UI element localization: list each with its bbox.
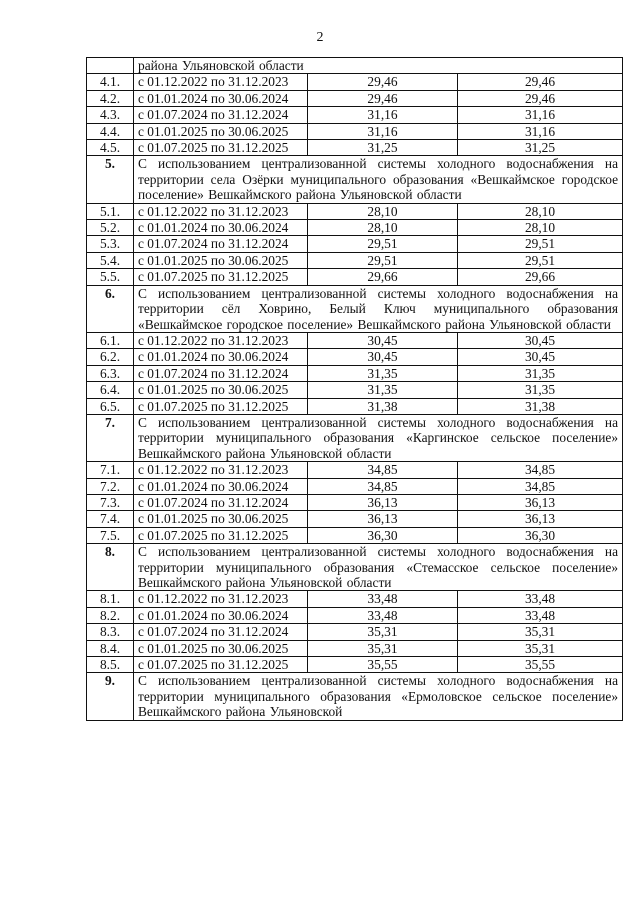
- row-number: 6.3.: [87, 365, 134, 381]
- row-number: 8.5.: [87, 657, 134, 673]
- tariff-value-cell: 29,51: [308, 236, 458, 252]
- section-number: 9.: [87, 673, 134, 720]
- tariff-value-vat-cell: 28,10: [458, 203, 623, 219]
- table-row: [87, 236, 623, 252]
- tariff-value-cell: 31,35: [308, 365, 458, 381]
- table-row: [87, 591, 623, 607]
- tariff-value-cell: 35,31: [308, 624, 458, 640]
- row-number: 8.1.: [87, 591, 134, 607]
- table-row: [87, 90, 623, 106]
- period-cell: с 01.12.2022 по 31.12.2023: [134, 203, 308, 219]
- tariff-value-vat-cell: 36,13: [458, 511, 623, 527]
- section-description: С использованием централизованной системы холодного водоснабжения на территории муниципального образования «Стемасское сельское поселение» Вешкаймского района Ульяновской области: [134, 544, 623, 591]
- row-number: 4.5.: [87, 140, 134, 156]
- section-description: С использованием централизованной системы холодного водоснабжения на территории села Озёрки муниципального образования «Вешкаймское городское поселение» Вешкаймского района Ульяновской области: [134, 156, 623, 203]
- row-number: 4.2.: [87, 90, 134, 106]
- table-row: [87, 478, 623, 494]
- period-cell: с 01.01.2024 по 30.06.2024: [134, 220, 308, 236]
- table-row: [87, 624, 623, 640]
- table-row: [87, 657, 623, 673]
- tariff-value-vat-cell: 31,35: [458, 382, 623, 398]
- period-cell: с 01.01.2025 по 30.06.2025: [134, 252, 308, 268]
- period-cell: с 01.01.2024 по 30.06.2024: [134, 90, 308, 106]
- section-header-row: [87, 673, 623, 720]
- row-number: 5.1.: [87, 203, 134, 219]
- table-row: [87, 382, 623, 398]
- period-cell: с 01.07.2025 по 31.12.2025: [134, 269, 308, 285]
- tariff-value-vat-cell: 31,38: [458, 398, 623, 414]
- tariff-value-cell: 29,51: [308, 252, 458, 268]
- tariff-value-cell: 30,45: [308, 332, 458, 348]
- tariff-value-vat-cell: 31,25: [458, 140, 623, 156]
- table-row: [87, 349, 623, 365]
- tariff-value-vat-cell: 34,85: [458, 462, 623, 478]
- section-description: С использованием централизованной системы холодного водоснабжения на территории муниципального образования «Ермоловское сельское поселение» Вешкаймского района Ульяновской: [134, 673, 623, 720]
- table-row: [87, 640, 623, 656]
- tariff-value-vat-cell: 31,16: [458, 107, 623, 123]
- table-row: [87, 332, 623, 348]
- row-number: 6.2.: [87, 349, 134, 365]
- row-number: 8.3.: [87, 624, 134, 640]
- tariff-value-cell: 34,85: [308, 462, 458, 478]
- page-number: 2: [316, 30, 324, 45]
- tariff-value-vat-cell: 31,16: [458, 123, 623, 139]
- section-header-row: [87, 544, 623, 591]
- tariff-value-cell: 28,10: [308, 203, 458, 219]
- period-cell: с 01.07.2025 по 31.12.2025: [134, 657, 308, 673]
- period-cell: с 01.07.2024 по 31.12.2024: [134, 494, 308, 510]
- table-row: [87, 140, 623, 156]
- table-row: [87, 398, 623, 414]
- tariff-value-cell: 35,31: [308, 640, 458, 656]
- table-row: [87, 607, 623, 623]
- row-number: 5.4.: [87, 252, 134, 268]
- row-number: 7.1.: [87, 462, 134, 478]
- tariff-value-vat-cell: 35,31: [458, 640, 623, 656]
- row-number: 4.1.: [87, 74, 134, 90]
- row-number: 5.5.: [87, 269, 134, 285]
- tariff-value-cell: 35,55: [308, 657, 458, 673]
- row-number: 7.4.: [87, 511, 134, 527]
- tariff-value-cell: 31,35: [308, 382, 458, 398]
- tariff-value-cell: 28,10: [308, 220, 458, 236]
- tariff-value-vat-cell: 35,55: [458, 657, 623, 673]
- section-header-row: [87, 414, 623, 461]
- section-description: С использованием централизованной системы холодного водоснабжения на территории муниципального образования «Каргинское сельское поселение» Вешкаймского района Ульяновской области: [134, 414, 623, 461]
- tariff-value-cell: 29,66: [308, 269, 458, 285]
- tariff-value-vat-cell: 33,48: [458, 607, 623, 623]
- tariff-value-vat-cell: 34,85: [458, 478, 623, 494]
- tariff-value-cell: 33,48: [308, 591, 458, 607]
- tariff-value-cell: 31,16: [308, 123, 458, 139]
- tariff-value-vat-cell: 28,10: [458, 220, 623, 236]
- tariff-value-vat-cell: 29,46: [458, 74, 623, 90]
- row-number: 6.4.: [87, 382, 134, 398]
- section-number: 8.: [87, 544, 134, 591]
- table-row: [87, 269, 623, 285]
- period-cell: с 01.07.2024 по 31.12.2024: [134, 365, 308, 381]
- row-number: 7.5.: [87, 527, 134, 543]
- period-cell: с 01.07.2024 по 31.12.2024: [134, 107, 308, 123]
- row-number: 5.2.: [87, 220, 134, 236]
- section-number: 6.: [87, 285, 134, 332]
- row-number: 8.2.: [87, 607, 134, 623]
- tariff-value-vat-cell: 35,31: [458, 624, 623, 640]
- period-cell: с 01.01.2024 по 30.06.2024: [134, 478, 308, 494]
- period-cell: с 01.07.2025 по 31.12.2025: [134, 140, 308, 156]
- period-cell: с 01.01.2025 по 30.06.2025: [134, 511, 308, 527]
- tariff-value-vat-cell: 30,45: [458, 332, 623, 348]
- tariff-value-vat-cell: 29,46: [458, 90, 623, 106]
- row-number: 7.3.: [87, 494, 134, 510]
- period-cell: с 01.01.2025 по 30.06.2025: [134, 640, 308, 656]
- tariff-value-cell: 36,30: [308, 527, 458, 543]
- row-number: 4.3.: [87, 107, 134, 123]
- tariff-value-vat-cell: 29,66: [458, 269, 623, 285]
- tariff-value-cell: 29,46: [308, 74, 458, 90]
- tariff-value-cell: 33,48: [308, 607, 458, 623]
- period-cell: с 01.07.2024 по 31.12.2024: [134, 624, 308, 640]
- period-cell: с 01.01.2025 по 30.06.2025: [134, 382, 308, 398]
- tariff-table: [86, 57, 623, 721]
- tariff-value-cell: 34,85: [308, 478, 458, 494]
- continuation-text: района Ульяновской области: [134, 58, 623, 74]
- row-number: 8.4.: [87, 640, 134, 656]
- section-description: С использованием централизованной системы холодного водоснабжения на территории сёл Ховрино, Белый Ключ муниципального образования «Вешкаймское городское поселение» Вешкаймского района Ульяновской области: [134, 285, 623, 332]
- table-row: [87, 220, 623, 236]
- table-row: [87, 527, 623, 543]
- tariff-value-vat-cell: 31,35: [458, 365, 623, 381]
- tariff-value-vat-cell: 36,30: [458, 527, 623, 543]
- section-number: 5.: [87, 156, 134, 203]
- row-number: 7.2.: [87, 478, 134, 494]
- period-cell: с 01.01.2025 по 30.06.2025: [134, 123, 308, 139]
- table-row: [87, 494, 623, 510]
- tariff-value-vat-cell: 29,51: [458, 252, 623, 268]
- row-number: 6.5.: [87, 398, 134, 414]
- tariff-value-cell: 30,45: [308, 349, 458, 365]
- row-number: 4.4.: [87, 123, 134, 139]
- table-row: [87, 203, 623, 219]
- tariff-value-cell: 36,13: [308, 494, 458, 510]
- period-cell: с 01.07.2025 по 31.12.2025: [134, 527, 308, 543]
- period-cell: с 01.07.2024 по 31.12.2024: [134, 236, 308, 252]
- period-cell: с 01.01.2024 по 30.06.2024: [134, 607, 308, 623]
- row-number: 5.3.: [87, 236, 134, 252]
- row-number: 6.1.: [87, 332, 134, 348]
- tariff-table-body: [87, 58, 623, 721]
- table-row: [87, 511, 623, 527]
- period-cell: с 01.07.2025 по 31.12.2025: [134, 398, 308, 414]
- period-cell: с 01.12.2022 по 31.12.2023: [134, 462, 308, 478]
- table-row: [87, 252, 623, 268]
- table-row: [87, 74, 623, 90]
- table-row: [87, 462, 623, 478]
- table-row: [87, 107, 623, 123]
- table-row: [87, 123, 623, 139]
- period-cell: с 01.12.2022 по 31.12.2023: [134, 591, 308, 607]
- period-cell: с 01.01.2024 по 30.06.2024: [134, 349, 308, 365]
- tariff-value-vat-cell: 33,48: [458, 591, 623, 607]
- table-row: [87, 365, 623, 381]
- tariff-value-vat-cell: 30,45: [458, 349, 623, 365]
- tariff-value-vat-cell: 29,51: [458, 236, 623, 252]
- continuation-row: [87, 58, 623, 74]
- section-number: 7.: [87, 414, 134, 461]
- tariff-value-cell: 31,25: [308, 140, 458, 156]
- period-cell: с 01.12.2022 по 31.12.2023: [134, 74, 308, 90]
- section-header-row: [87, 285, 623, 332]
- section-header-row: [87, 156, 623, 203]
- tariff-value-cell: 29,46: [308, 90, 458, 106]
- tariff-value-cell: 36,13: [308, 511, 458, 527]
- period-cell: с 01.12.2022 по 31.12.2023: [134, 332, 308, 348]
- tariff-value-cell: 31,38: [308, 398, 458, 414]
- tariff-value-cell: 31,16: [308, 107, 458, 123]
- tariff-value-vat-cell: 36,13: [458, 494, 623, 510]
